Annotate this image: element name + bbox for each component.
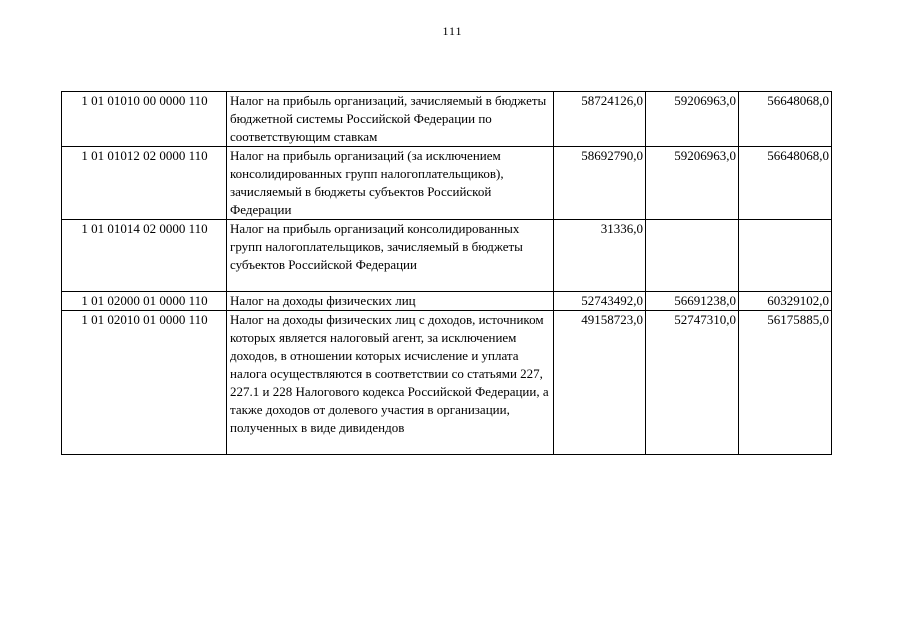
- table-row: [62, 220, 832, 292]
- revenue-description: Налог на доходы физических лиц с доходов, источником которых является налоговый агент, за исключением доходов, в отношении которых исчисление и уплата налога осуществляются в соответствии со статьями 227, 227.1 и 228 Налогового кодекса Российской Федерации, а также доходов от долевого участия в организации, полученных в виде дивидендов: [227, 311, 554, 455]
- amount-year-2: 59206963,0: [646, 92, 739, 147]
- amount-year-1: 31336,0: [554, 220, 646, 292]
- amount-year-3: 56648068,0: [739, 92, 832, 147]
- amount-year-3: [739, 220, 832, 292]
- amount-year-2: [646, 220, 739, 292]
- classification-code: 1 01 01014 02 0000 110: [62, 220, 227, 292]
- revenue-description: Налог на прибыль организаций, зачисляемый в бюджеты бюджетной системы Российской Федерации по соответствующим ставкам: [227, 92, 554, 147]
- amount-year-1: 49158723,0: [554, 311, 646, 455]
- classification-code: 1 01 01012 02 0000 110: [62, 147, 227, 220]
- table-row: [62, 292, 832, 311]
- amount-year-2: 52747310,0: [646, 311, 739, 455]
- revenue-description: Налог на доходы физических лиц: [227, 292, 554, 311]
- amount-year-3: 60329102,0: [739, 292, 832, 311]
- amount-year-1: 58692790,0: [554, 147, 646, 220]
- page-number: 111: [442, 24, 463, 38]
- amount-year-3: 56175885,0: [739, 311, 832, 455]
- amount-year-2: 59206963,0: [646, 147, 739, 220]
- revenue-description: Налог на прибыль организаций консолидированных групп налогоплательщиков, зачисляемый в бюджеты субъектов Российской Федерации: [227, 220, 554, 292]
- table-row: [62, 92, 832, 147]
- classification-code: 1 01 01010 00 0000 110: [62, 92, 227, 147]
- table-row: [62, 147, 832, 220]
- revenue-description: Налог на прибыль организаций (за исключением консолидированных групп налогоплательщиков), зачисляемый в бюджеты субъектов Российской Федерации: [227, 147, 554, 220]
- table-row: [62, 311, 832, 455]
- amount-year-2: 56691238,0: [646, 292, 739, 311]
- amount-year-3: 56648068,0: [739, 147, 832, 220]
- amount-year-1: 58724126,0: [554, 92, 646, 147]
- budget-revenue-table: [61, 91, 832, 455]
- classification-code: 1 01 02010 01 0000 110: [62, 311, 227, 455]
- classification-code: 1 01 02000 01 0000 110: [62, 292, 227, 311]
- amount-year-1: 52743492,0: [554, 292, 646, 311]
